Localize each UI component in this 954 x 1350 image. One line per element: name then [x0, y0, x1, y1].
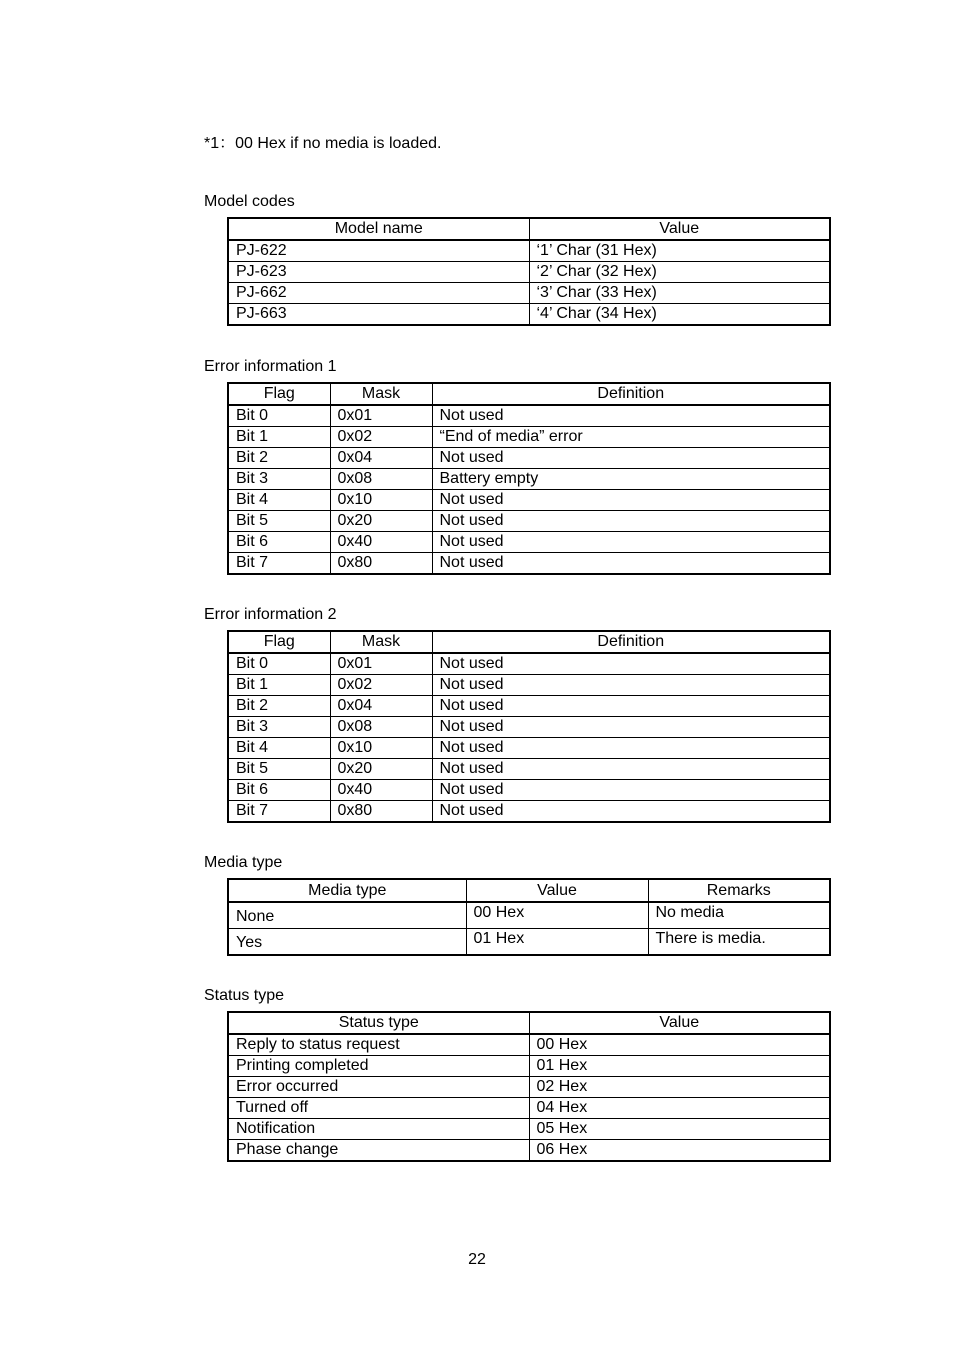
table-row	[228, 780, 830, 801]
table-cell: Not used	[432, 801, 830, 823]
table-cell: 01 Hex	[529, 1056, 830, 1077]
table-row	[228, 801, 830, 823]
table-row	[228, 675, 830, 696]
table-cell: No media	[648, 902, 830, 929]
table-cell: 00 Hex	[466, 902, 648, 929]
table-cell: 02 Hex	[529, 1077, 830, 1098]
table-cell: Bit 4	[228, 490, 330, 511]
table-cell: Not used	[432, 738, 830, 759]
column-header: Value	[529, 218, 830, 240]
media-type-table	[227, 878, 831, 956]
table-row	[228, 1034, 830, 1056]
table-row	[228, 283, 830, 304]
table-cell: 0x08	[330, 469, 432, 490]
table-cell: Bit 7	[228, 801, 330, 823]
table-row	[228, 1098, 830, 1119]
model-codes-caption: Model codes	[204, 193, 295, 210]
table-cell: ‘4’ Char (34 Hex)	[529, 304, 830, 326]
column-header: Mask	[330, 383, 432, 405]
table-row	[228, 902, 830, 929]
table-cell: Not used	[432, 553, 830, 575]
table-header-row	[228, 631, 830, 653]
table-cell: Bit 4	[228, 738, 330, 759]
table-cell: Not used	[432, 511, 830, 532]
table-cell: 0x80	[330, 553, 432, 575]
table-cell: 0x02	[330, 675, 432, 696]
table-row	[228, 490, 830, 511]
table-row	[228, 469, 830, 490]
table-cell: 0x08	[330, 717, 432, 738]
table-cell: 0x80	[330, 801, 432, 823]
column-header: Definition	[432, 631, 830, 653]
model-codes-table	[227, 217, 831, 326]
table-cell: Bit 7	[228, 553, 330, 575]
table-cell: Not used	[432, 759, 830, 780]
table-cell: 0x01	[330, 405, 432, 427]
table-row	[228, 553, 830, 575]
table-cell: ‘1’ Char (31 Hex)	[529, 240, 830, 262]
error-info-2-table	[227, 630, 831, 823]
column-header: Value	[529, 1012, 830, 1034]
table-cell: 0x40	[330, 532, 432, 553]
table-row	[228, 738, 830, 759]
table-cell: Bit 1	[228, 427, 330, 448]
status-type-table	[227, 1011, 831, 1162]
table-row	[228, 759, 830, 780]
table-row	[228, 1077, 830, 1098]
table-cell: Phase change	[228, 1140, 529, 1162]
status-type-caption: Status type	[204, 987, 285, 1004]
table-cell: 05 Hex	[529, 1119, 830, 1140]
table-cell: Not used	[432, 490, 830, 511]
table-cell: Not used	[432, 532, 830, 553]
table-cell: Bit 1	[228, 675, 330, 696]
table-cell: 06 Hex	[529, 1140, 830, 1162]
table-cell: Not used	[432, 717, 830, 738]
column-header: Value	[466, 879, 648, 902]
column-header: Media type	[228, 879, 466, 902]
error-info-2-caption: Error information 2	[204, 606, 337, 623]
table-row	[228, 240, 830, 262]
table-cell: PJ-623	[228, 262, 529, 283]
column-header: Flag	[228, 383, 330, 405]
table-cell: “End of media” error	[432, 427, 830, 448]
table-cell: Printing completed	[228, 1056, 529, 1077]
table-row	[228, 653, 830, 675]
table-cell: Notification	[228, 1119, 529, 1140]
footnote: *1：00 Hex if no media is loaded.	[204, 135, 442, 152]
table-row	[228, 1119, 830, 1140]
table-cell: PJ-622	[228, 240, 529, 262]
table-row	[228, 1140, 830, 1162]
table-row	[228, 405, 830, 427]
table-cell: 00 Hex	[529, 1034, 830, 1056]
table-cell: Bit 0	[228, 405, 330, 427]
table-cell: ‘2’ Char (32 Hex)	[529, 262, 830, 283]
table-header-row	[228, 879, 830, 902]
table-cell: 0x10	[330, 490, 432, 511]
table-cell: 0x04	[330, 448, 432, 469]
table-cell: Bit 2	[228, 448, 330, 469]
table-row	[228, 532, 830, 553]
table-cell: Bit 0	[228, 653, 330, 675]
table-cell: Not used	[432, 780, 830, 801]
column-header: Status type	[228, 1012, 529, 1034]
table-row	[228, 448, 830, 469]
table-cell: 04 Hex	[529, 1098, 830, 1119]
table-cell: PJ-663	[228, 304, 529, 326]
table-header-row	[228, 383, 830, 405]
column-header: Remarks	[648, 879, 830, 902]
table-cell: 01 Hex	[466, 929, 648, 956]
error-info-1-caption: Error information 1	[204, 358, 337, 375]
table-cell: 0x10	[330, 738, 432, 759]
table-row	[228, 427, 830, 448]
column-header: Model name	[228, 218, 529, 240]
error-info-1-table	[227, 382, 831, 575]
table-cell: Bit 6	[228, 780, 330, 801]
table-cell: Bit 3	[228, 717, 330, 738]
column-header: Definition	[432, 383, 830, 405]
table-cell: 0x02	[330, 427, 432, 448]
table-row	[228, 696, 830, 717]
table-cell: Not used	[432, 405, 830, 427]
table-cell: Not used	[432, 653, 830, 675]
table-cell: There is media.	[648, 929, 830, 956]
table-cell: Turned off	[228, 1098, 529, 1119]
table-cell: 0x20	[330, 511, 432, 532]
table-cell: None	[228, 902, 466, 929]
table-row	[228, 929, 830, 956]
table-cell: Bit 6	[228, 532, 330, 553]
column-header: Mask	[330, 631, 432, 653]
table-cell: Bit 3	[228, 469, 330, 490]
table-row	[228, 717, 830, 738]
table-cell: PJ-662	[228, 283, 529, 304]
table-cell: Not used	[432, 675, 830, 696]
column-header: Flag	[228, 631, 330, 653]
table-cell: ‘3’ Char (33 Hex)	[529, 283, 830, 304]
table-cell: Battery empty	[432, 469, 830, 490]
table-cell: 0x01	[330, 653, 432, 675]
page-number: 22	[468, 1251, 486, 1268]
table-header-row	[228, 1012, 830, 1034]
table-cell: 0x04	[330, 696, 432, 717]
table-row	[228, 511, 830, 532]
table-row	[228, 1056, 830, 1077]
table-cell: Not used	[432, 696, 830, 717]
table-header-row	[228, 218, 830, 240]
table-cell: 0x20	[330, 759, 432, 780]
table-cell: Bit 5	[228, 759, 330, 780]
table-row	[228, 262, 830, 283]
table-cell: Error occurred	[228, 1077, 529, 1098]
table-cell: Reply to status request	[228, 1034, 529, 1056]
table-cell: Not used	[432, 448, 830, 469]
table-cell: Bit 5	[228, 511, 330, 532]
table-row	[228, 304, 830, 326]
table-cell: 0x40	[330, 780, 432, 801]
table-cell: Yes	[228, 929, 466, 956]
media-type-caption: Media type	[204, 854, 283, 871]
table-cell: Bit 2	[228, 696, 330, 717]
